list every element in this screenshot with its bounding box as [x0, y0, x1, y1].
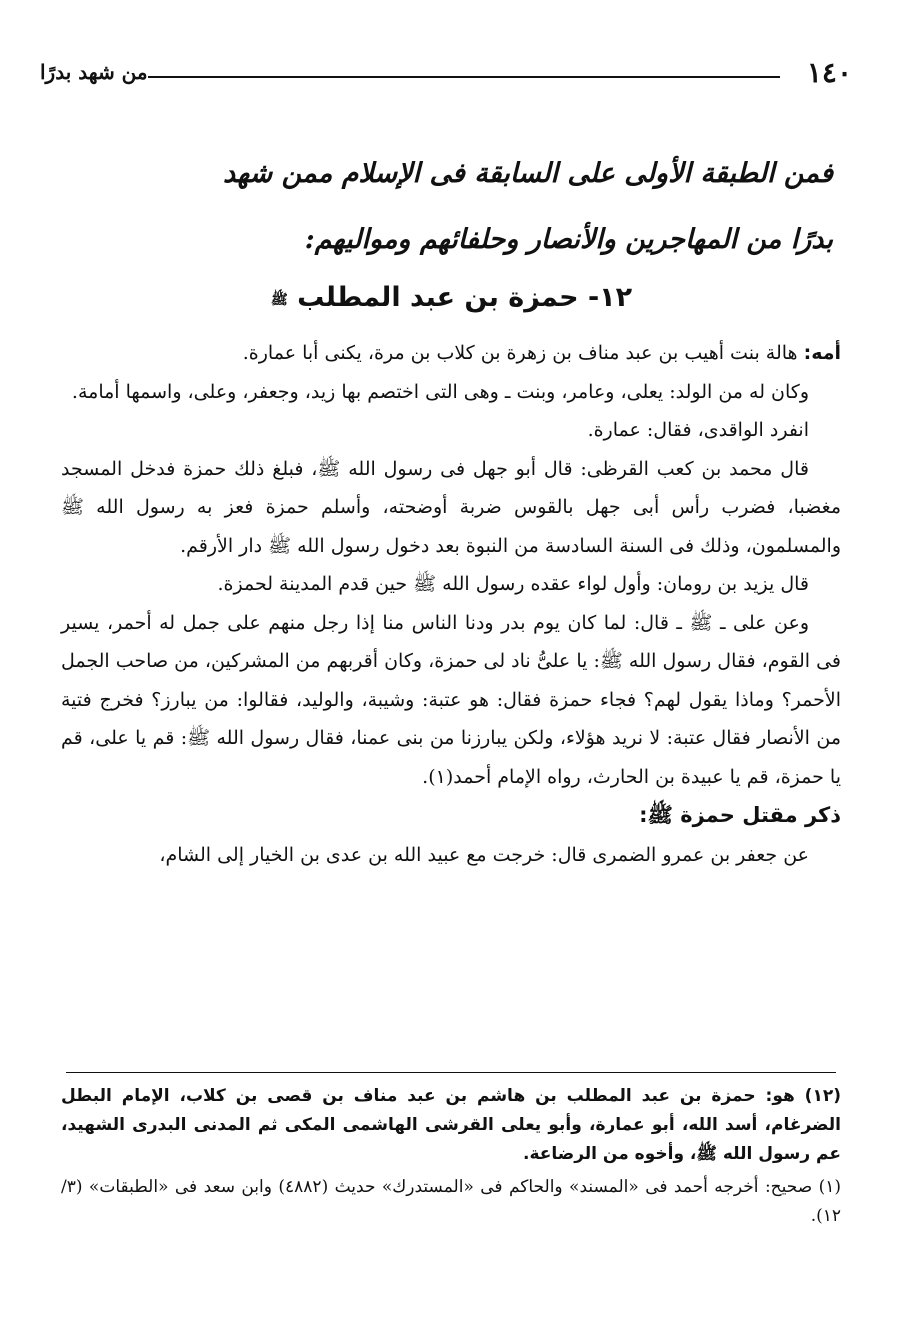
page-number: ١٤٠ — [806, 56, 852, 89]
honorific-glyph: ﷺ — [270, 292, 288, 308]
paragraph-text: قال محمد بن كعب القرظى: قال أبو جهل فى رسول الله ﷺ، فبلغ ذلك حمزة فدخل المسجد مغضبا، فضرب رأس أبى جهل بالقوس ضربة أوضحته، وأسلم حمزة فعز به رسول الله ﷺ والمسلمون، وذلك فى السنة السادسة من النبوة بعد دخول رسول الله ﷺ دار الأرقم. — [61, 457, 841, 557]
paragraph-text: وعن على ـ ﷺ ـ قال: لما كان يوم بدر ودنا الناس منا إذا رجل منهم على جمل له أحمر، يسير فى القوم، فقال رسول الله ﷺ: يا علىُّ ناد لى حمزة، وكان أقربهم من المشركين، من صاحب الجمل الأحمر؟ وماذا يقول لهم؟ فجاء حمزة فقال: هو عتبة: وشيبة، والوليد، فقالوا: من يبارز؟ فخرج فتية من الأنصار فقال عتبة: لا نريد هؤلاء، ولكن يبارزنا من بنى عمنا، فقال رسول الله ﷺ: قم يا على، قم يا حمزة، قم يا عبيدة بن الحارث، رواه الإمام أحمد(١). — [61, 611, 841, 788]
paragraph-lead: أمه: — [803, 342, 841, 364]
header-rule — [148, 76, 780, 78]
paragraph-text: عن جعفر بن عمرو الضمرى قال: خرجت مع عبيد الله بن عدى بن الخيار إلى الشام، — [159, 843, 809, 866]
paragraph-qurazi — [61, 450, 841, 566]
entry-title-text: ١٢- حمزة بن عبد المطلب — [297, 282, 633, 313]
footnote-1: (١) صحيح: أخرجه أحمد فى «المسند» والحاكم فى «المستدرك» حديث (٤٨٨٢) وابن سعد فى «الطبقات» (٣/ ١٢). — [61, 1177, 842, 1226]
subheading — [61, 796, 841, 836]
section-heading-line-2: بدرًا من المهاجرين والأنصار وحلفائهم ومواليهم: — [304, 224, 833, 255]
subheading-text: ذكر مقتل حمزة ﷺ: — [639, 803, 841, 827]
entry-title — [0, 282, 903, 313]
paragraph-text: انفرد الواقدى، فقال: عمارة. — [587, 419, 809, 441]
paragraph-jafar — [61, 836, 841, 875]
body-text — [61, 334, 841, 874]
paragraph-ali — [61, 604, 841, 797]
paragraph-text: هالة بنت أهيب بن عبد مناف بن زهرة بن كلاب بن مرة، يكنى أبا عمارة. — [242, 342, 804, 364]
paragraph-ruman — [61, 565, 841, 604]
section-heading-line-1: فمن الطبقة الأولى على السابقة فى الإسلام ممن شهد — [223, 158, 833, 189]
paragraph-text: وكان له من الولد: يعلى، وعامر، وبنت ـ وهى التى اختصم بها زيد، وجعفر، وعلى، واسمها أمامة. — [71, 380, 809, 403]
paragraph-mother — [61, 334, 841, 373]
paragraph-children — [61, 373, 841, 412]
running-title: من شهد بدرًا — [40, 60, 148, 84]
paragraph-waqidi — [61, 411, 841, 450]
footnote-12: (١٢) هو: حمزة بن عبد المطلب بن هاشم بن عبد مناف بن قصى بن كلاب، الإمام البطل الضرغام، أسد الله، أبو عمارة، وأبو يعلى القرشى الهاشمى المكى ثم المدنى البدرى الشهيد، عم رسول الله ﷺ، وأخوه من الرضاعة. — [61, 1086, 841, 1164]
paragraph-text: قال يزيد بن رومان: وأول لواء عقده رسول الله ﷺ حين قدم المدينة لحمزة. — [217, 573, 809, 595]
page-header — [40, 52, 860, 92]
footnotes — [61, 1082, 841, 1235]
footnote-rule — [66, 1072, 836, 1073]
